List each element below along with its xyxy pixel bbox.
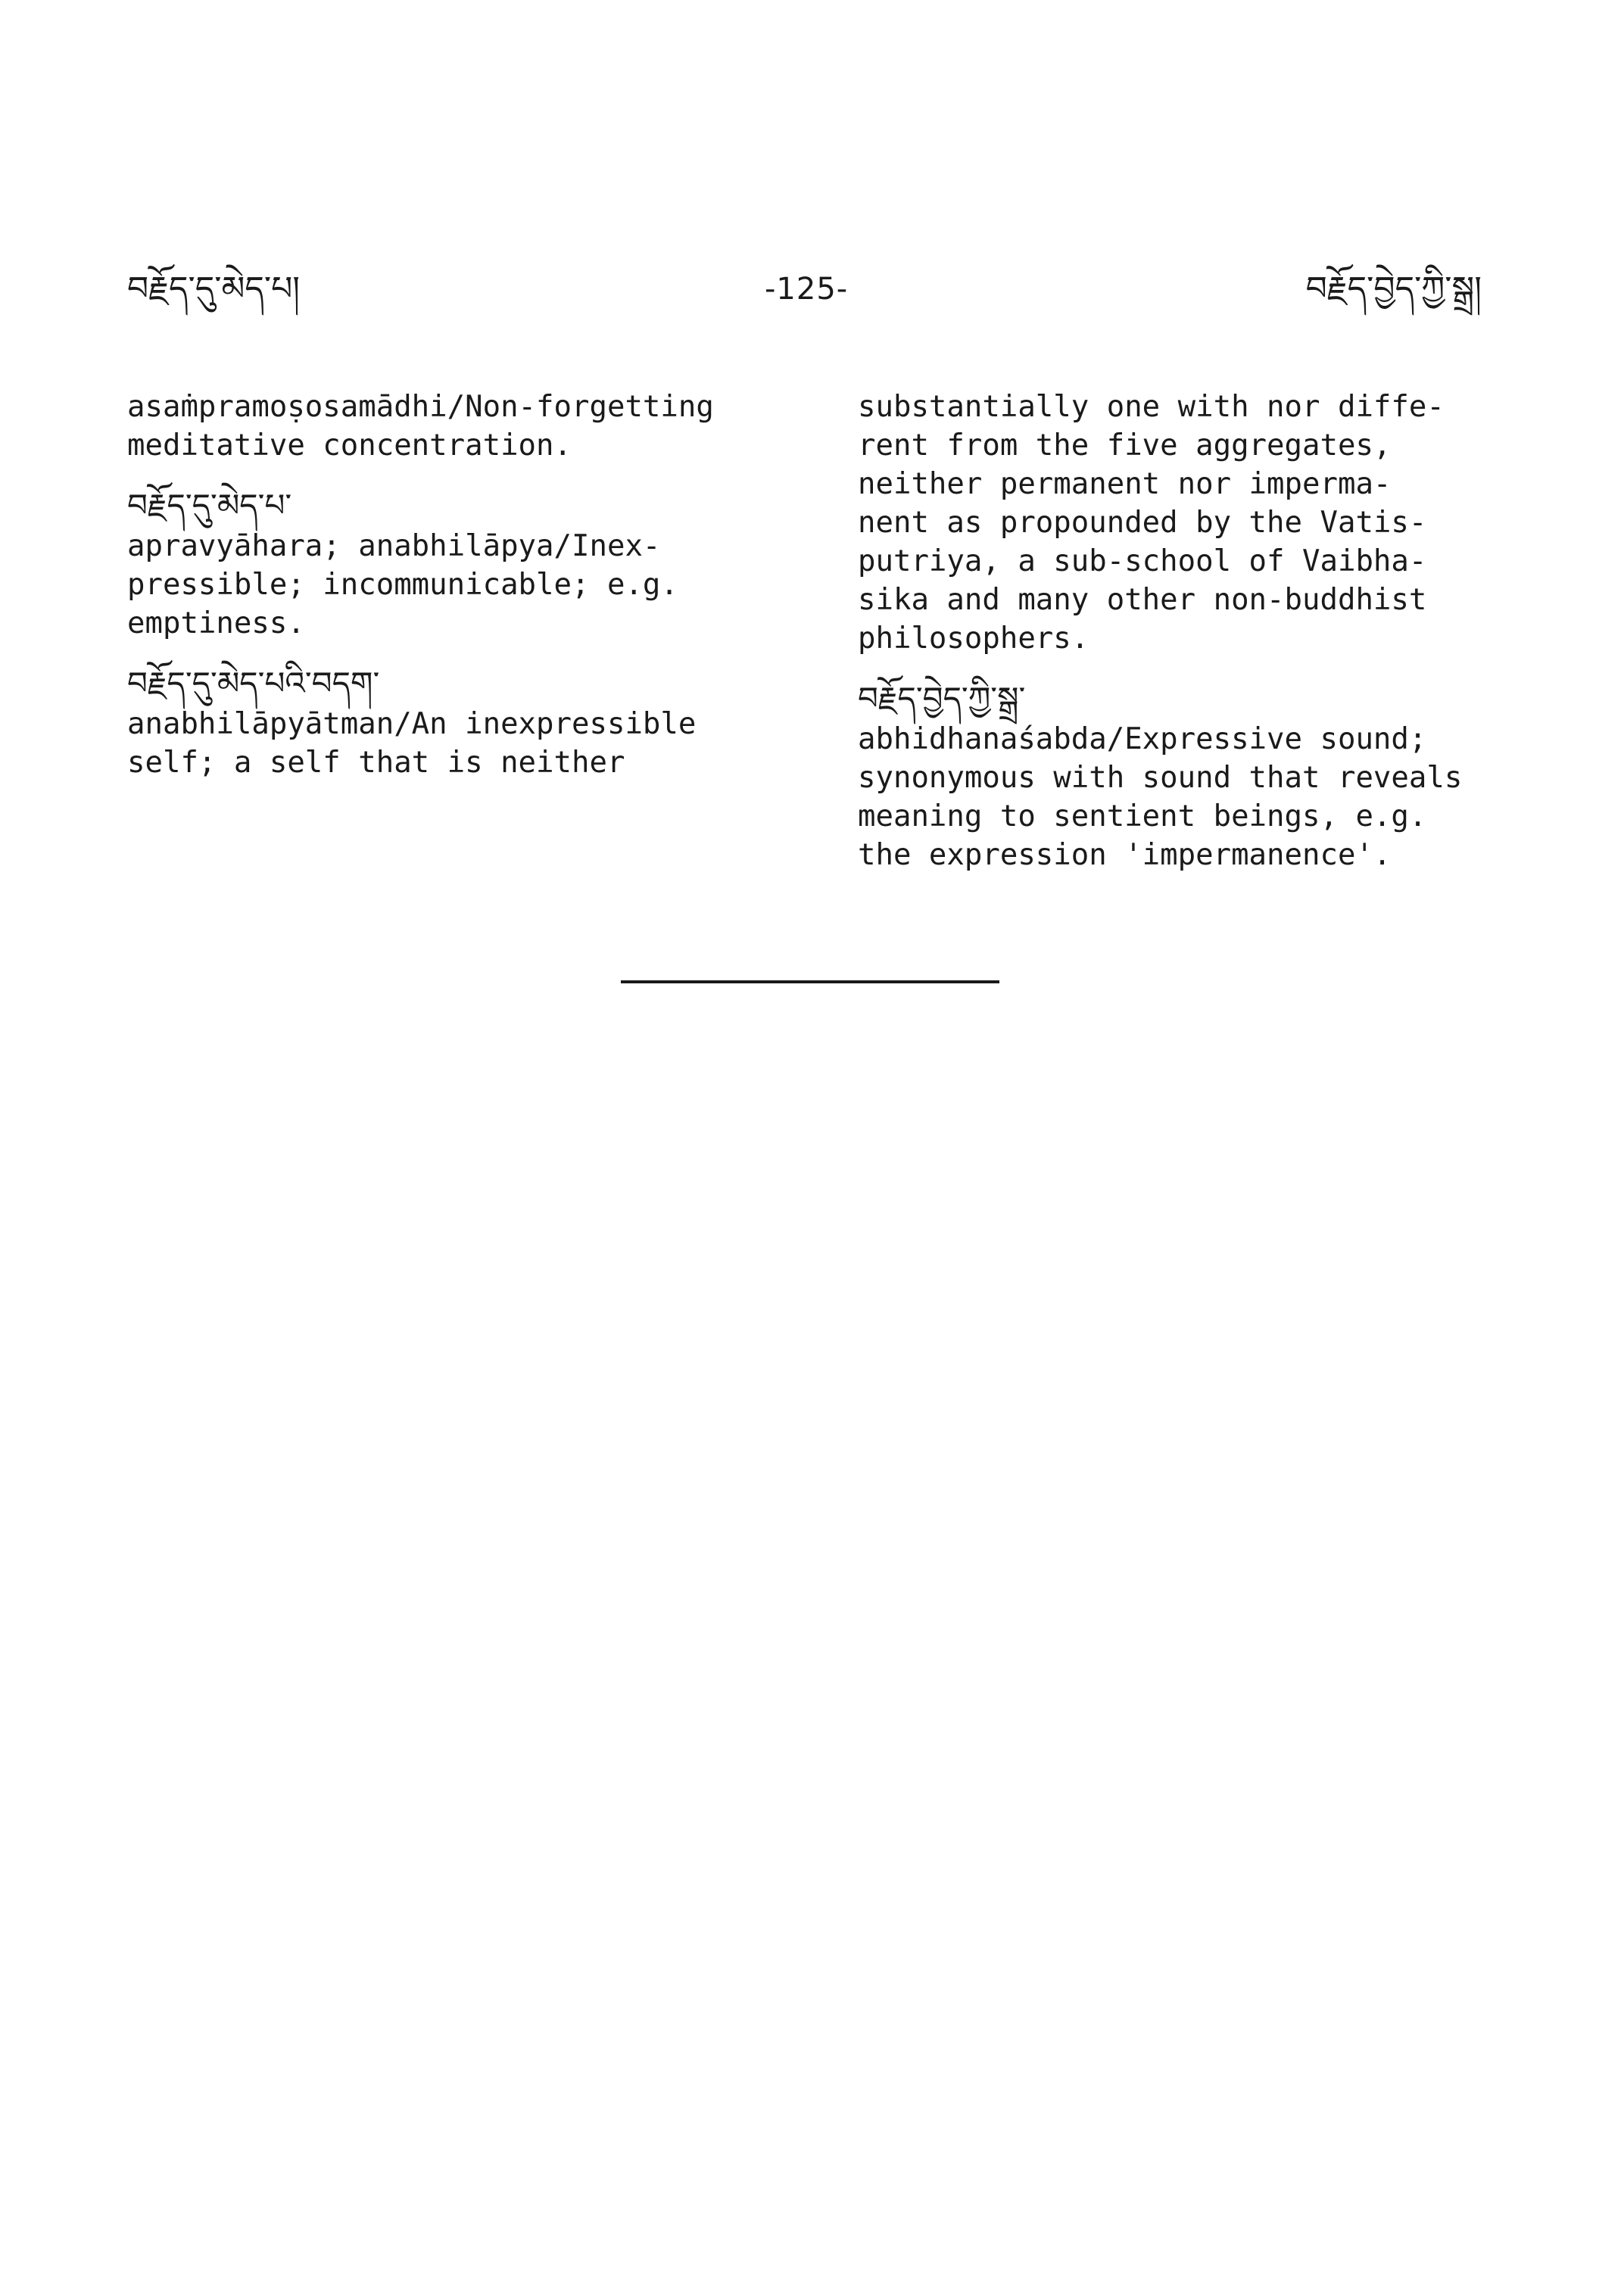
end-of-section-rule (621, 980, 999, 983)
dictionary-entry (858, 678, 1524, 874)
continued-definition: substantially one with nor diffe- rent from the five aggregates, neither permanent nor imperma- nent as propounded by the Vatis- putriya, a sub-school of Vaibha- sika and many other non-buddhist philosophers. (858, 390, 1445, 656)
continued-definition: asaṁpramoṣosamādhi/Non-forgetting meditative concentration. (127, 390, 714, 463)
page-number: -125- (765, 272, 849, 307)
right-column (858, 388, 1524, 894)
running-head-right: བརྗོད་བྱེད་ཀྱི་སྒྲ། (1305, 269, 1482, 308)
running-head-left: བརྗོད་དུ་མེད་པ། (127, 269, 301, 308)
dictionary-entry (127, 484, 793, 643)
tibetan-headword: བརྗོད་དུ་མེད་པ་ (127, 487, 292, 524)
left-column (127, 388, 793, 802)
dictionary-entry (127, 662, 793, 782)
entry-definition: anabhilāpyātman/An inexpressible self; a self that is neither (127, 707, 697, 780)
tibetan-headword: བརྗོད་དུ་མེད་པའི་བདག་ (127, 665, 380, 702)
tibetan-headword: བརྗོད་བྱེད་ཀྱི་སྒྲ་ (858, 680, 1026, 717)
entry-definition: apravyāhara; anabhilāpya/Inex- pressible; incommunicable; e.g. emptiness. (127, 529, 678, 640)
entry-definition: abhidhanaśabda/Expressive sound; synonymous with sound that reveals meaning to sentient beings, e.g. the expression 'impermanence'. (858, 722, 1463, 872)
